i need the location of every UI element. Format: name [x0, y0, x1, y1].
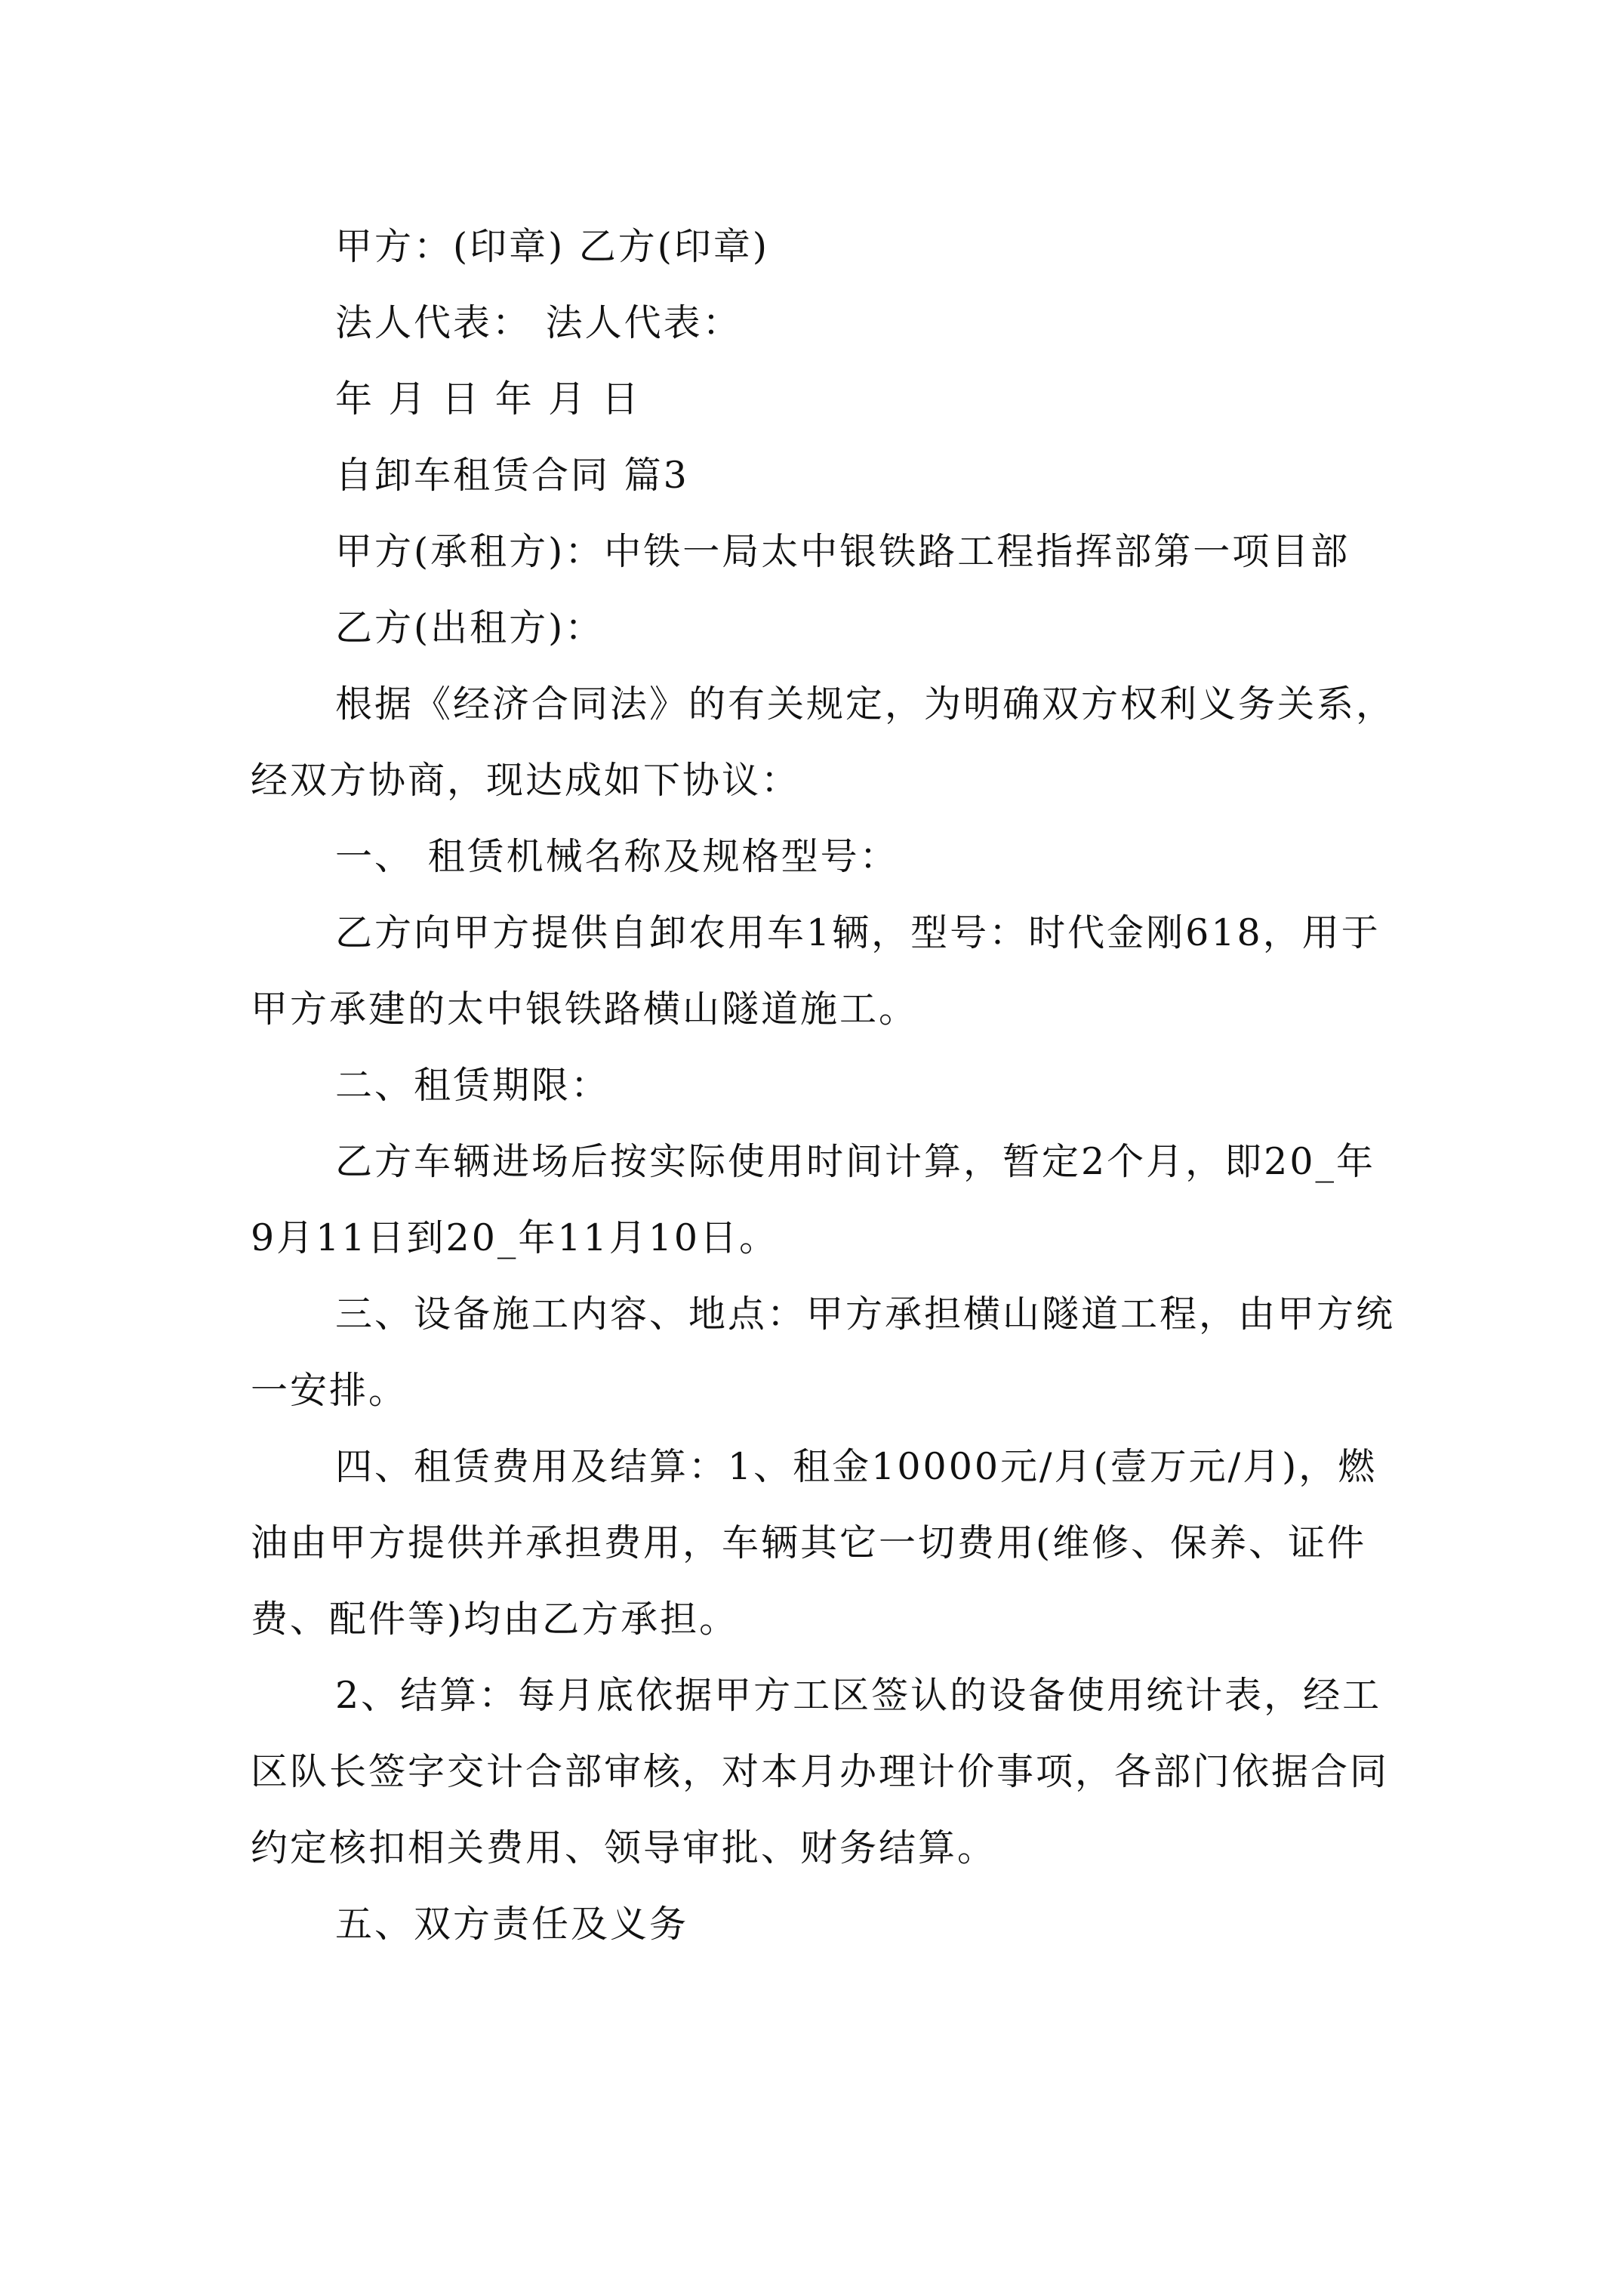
clause-text-1: 乙方向甲方提供自卸农用车1辆，型号：时代金刚618，用于甲方承建的太中银铁路横山隧道施工。 [251, 911, 1381, 1031]
clause-heading-1: 一、 租赁机械名称及规格型号： [335, 835, 899, 878]
clause-text-4: 四、租赁费用及结算：1、租金10000元/月(壹万元/月)，燃油由甲方提供并承担费用，车辆其它一切费用(维修、保养、证件费、配件等)均由乙方承担。 [251, 1445, 1378, 1641]
clause-text-2: 乙方车辆进场后按实际使用时间计算，暂定2个月，即20_年9月11日到20_年11月10日。 [251, 1140, 1376, 1259]
clause-text-3: 三、设备施工内容、地点：甲方承担横山隧道工程，由甲方统一安排。 [251, 1293, 1396, 1412]
party-b-line: 乙方(出租方)： [335, 606, 605, 649]
party-a-line: 甲方(承租方)：中铁一局太中银铁路工程指挥部第一项目部 [335, 530, 1350, 573]
document-body [251, 208, 1398, 1962]
section-title: 自卸车租赁合同 篇3 [335, 454, 689, 497]
clause-heading-5: 五、双方责任及义务 [335, 1903, 689, 1946]
clause-heading-2: 二、租赁期限： [335, 1064, 611, 1107]
clause-text-4-settlement: 2、结算：每月底依据甲方工区签认的设备使用统计表，经工区队长签字交计合部审核，对本月办理计价事项，各部门依据合同约定核扣相关费用、领导审批、财务结算。 [251, 1674, 1390, 1869]
preamble-paragraph: 根据《经济合同法》的有关规定，为明确双方权利义务关系，经双方协商，现达成如下协议： [251, 683, 1396, 802]
legal-representative-line: 法人代表： 法人代表： [335, 301, 742, 344]
signature-party-line: 甲方：(印章) 乙方(印章) [335, 225, 770, 268]
date-line: 年 月 日 年 月 日 [335, 378, 641, 421]
